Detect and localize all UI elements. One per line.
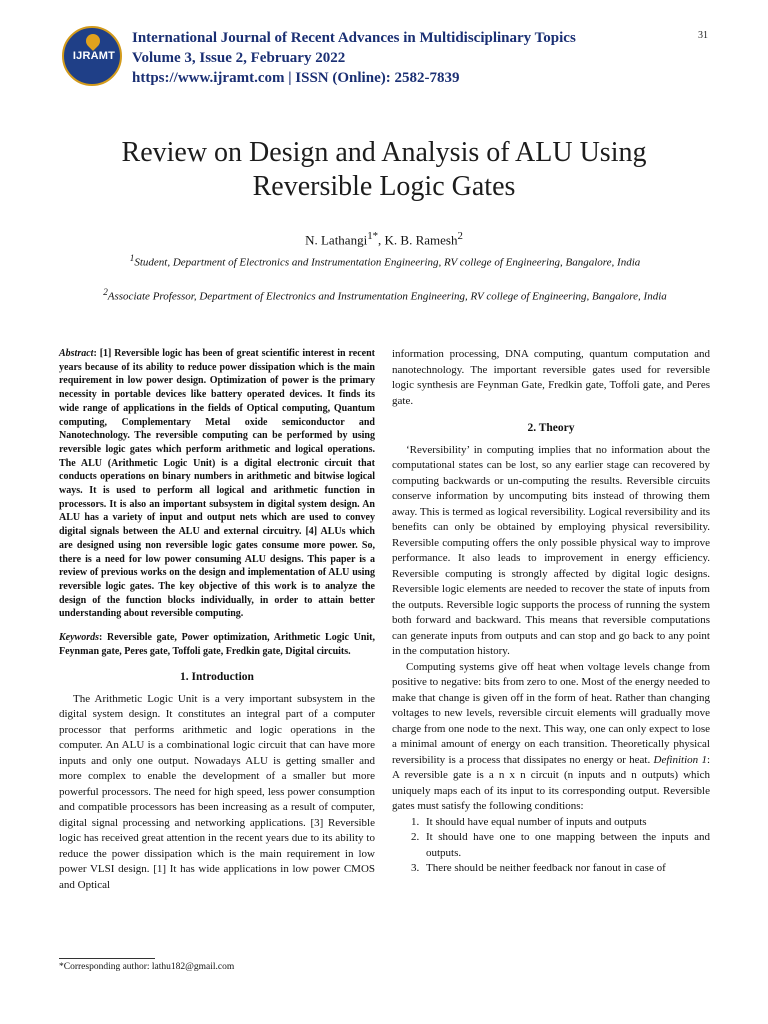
journal-header — [62, 22, 712, 94]
author-list — [40, 230, 728, 248]
affiliation-1 — [100, 250, 670, 271]
list-item: 3. There should be neither feedback nor fanout in case of — [422, 861, 710, 877]
affiliation-1-mark: 1 — [129, 253, 135, 263]
journal-volume: Volume 3, Issue 2, February 2022 — [132, 50, 346, 66]
author-1: N. Lathangi — [305, 232, 368, 248]
section-1-paragraph: The Arithmetic Logic Unit is a very important subsystem in the digital system design. It constitutes an integral part of a computer processor that performs arithmetic and logic operations in the computer. An ALU is a combinational logic circuit that can have more inputs and only one output. Nowadays ALU is getting smaller and more complex to enable the development of a smaller but more powerful processors. The need for high speed, less power consumption and compatible processors has been increasing as a result of computer, digital signal processing and networking applications. [3] Reversible logic has received great attention in the recent years due to its ability to reduce the power dissipation which is the main requirement in low power VLSI design. [1] It has wide applications in low power CMOS and Optical — [59, 692, 375, 891]
affiliation-2-text: Associate Professor, Department of Electronics and Instrumentation Engineering, RV college of Engineering, Bangalore, India — [107, 290, 667, 303]
list-item: 1. It should have equal number of inputs and outputs — [422, 815, 710, 831]
footnote: *Corresponding author: lathu182@gmail.com — [59, 962, 235, 972]
page-number: 31 — [698, 30, 708, 41]
conditions-list — [392, 815, 710, 877]
journal-url-issn[interactable]: https://www.ijramt.com | ISSN (Online): 2582-7839 — [132, 70, 460, 86]
keywords — [59, 631, 375, 658]
affiliation-2-mark: 2 — [103, 287, 108, 297]
section-2-heading: 2. Theory — [527, 422, 575, 434]
logo-text: IJRAMT — [72, 50, 116, 62]
section-2-paragraph-2 — [392, 660, 710, 815]
intro-continuation: information processing, DNA computing, quantum computation and nanotechnology. The important reversible gates used for reversible logic synthesis are Feynman Gate, Fredkin gate, Toffoli gate, and Peres gate. — [392, 348, 710, 407]
left-column — [59, 347, 375, 893]
right-column — [392, 347, 710, 877]
affiliation-1-text: Student, Department of Electronics and Instrumentation Engineering, RV college of Engineering, Bangalore, India — [134, 256, 641, 269]
section-2-p2-text: Computing systems give off heat when voltage levels change from positive to negative: bits from zero to one. Most of the energy needed to make that change is given off in the form of heat. Rather than changing voltages to new levels, reversible circuit elements will gradually move charge from one node to the next. This way, one can only expect to lose a minimal amount of energy on each transition. Theoretically physical reversibility is a process that dissipates no energy or heat. — [392, 660, 710, 766]
flame-icon — [83, 31, 103, 51]
author-1-mark: 1* — [367, 230, 379, 242]
list-item: 2. It should have one to one mapping between the inputs and outputs. — [422, 830, 710, 861]
abstract-text: : [1] Reversible logic has been of great scientific interest in recent years because of its ability to reduce power dissipation which is the main requirement in low power design. Optimization of power is the primary necessity in portable devices like battery operated devices. It finds its wide range of applications in the fields of Optical computing, Quantum computing, Complementary Metal oxide semiconductor and Nanotechnology. The reversible computing can be performed by using reversible logic gates which perform arithmetic and logical operations. The ALU (Arithmetic Logic Unit) is a digital electronic circuit that conducts operations on binary numbers in arithmetic and bitwise logical ways. It is used to perform all logical and arithmetic function in processors. It is also an important subsystem in digital system design. An ALU has a variety of input and output nets which are used to convey digital signals between the ALU and external circuitry. [4] ALUs which are designed using non reversible logic gates consume more power. So, there is a need for low power consuming ALU designs. This paper is a review of previous works on the design and implementation of ALU using reversible logic gates. The key objective of this work is to analyze the design of the function blocks individually, in order to attain better understanding about reversible computing. — [59, 348, 375, 620]
section-1-heading: 1. Introduction — [180, 671, 254, 684]
journal-info — [132, 28, 576, 88]
section-2-paragraph-1: ‘Reversibility’ in computing implies that no information about the computational states can be lost, so any earlier stage can recovered by computing backwards or un-computing the results. Reversible circuits conserve information by uncomputing bits instead of throwing them away. This is termed as logical reversibility. Logical reversibility and its benefits can only be obtained by employing physical reversibility. Reversible computing offers the only possible physical way to improve performance. It also leads to improvement in energy efficiency. Reversible computing is strongly affected by digital logic designs. Reversible logic elements are needed to recover the state of inputs from the outputs. Reversible logic supports the process of running the system both forward and backward. This means that reversible computations can generate inputs from outputs and can stop and go back to any point in the computation history. — [392, 443, 710, 657]
definition-text: : A reversible gate is a n x n circuit (n inputs and n outputs) which uniquely maps each of its input to its corresponding output. Reversible gates must satisfy the following conditions: — [392, 753, 711, 812]
keywords-label: Keywords — [59, 632, 99, 644]
abstract — [59, 347, 375, 621]
journal-name: International Journal of Recent Advances in Multidisciplinary Topics — [132, 30, 576, 46]
author-2-mark: 2 — [457, 230, 463, 242]
title-line-2: Reversible Logic Gates — [252, 171, 516, 202]
affiliation-2 — [100, 284, 670, 305]
footnote-rule — [59, 958, 155, 959]
keywords-text: : Reversible gate, Power optimization, Arithmetic Logic Unit, Feynman gate, Peres gate, Toffoli gate, Fredkin gate, Digital circuits. — [59, 632, 375, 657]
abstract-label: Abstract — [59, 348, 94, 359]
author-2: , K. B. Ramesh — [378, 232, 458, 248]
paper-title — [40, 136, 728, 204]
definition-label: Definition 1 — [653, 753, 707, 766]
title-line-1: Review on Design and Analysis of ALU Using — [121, 137, 647, 168]
journal-logo — [62, 26, 122, 86]
